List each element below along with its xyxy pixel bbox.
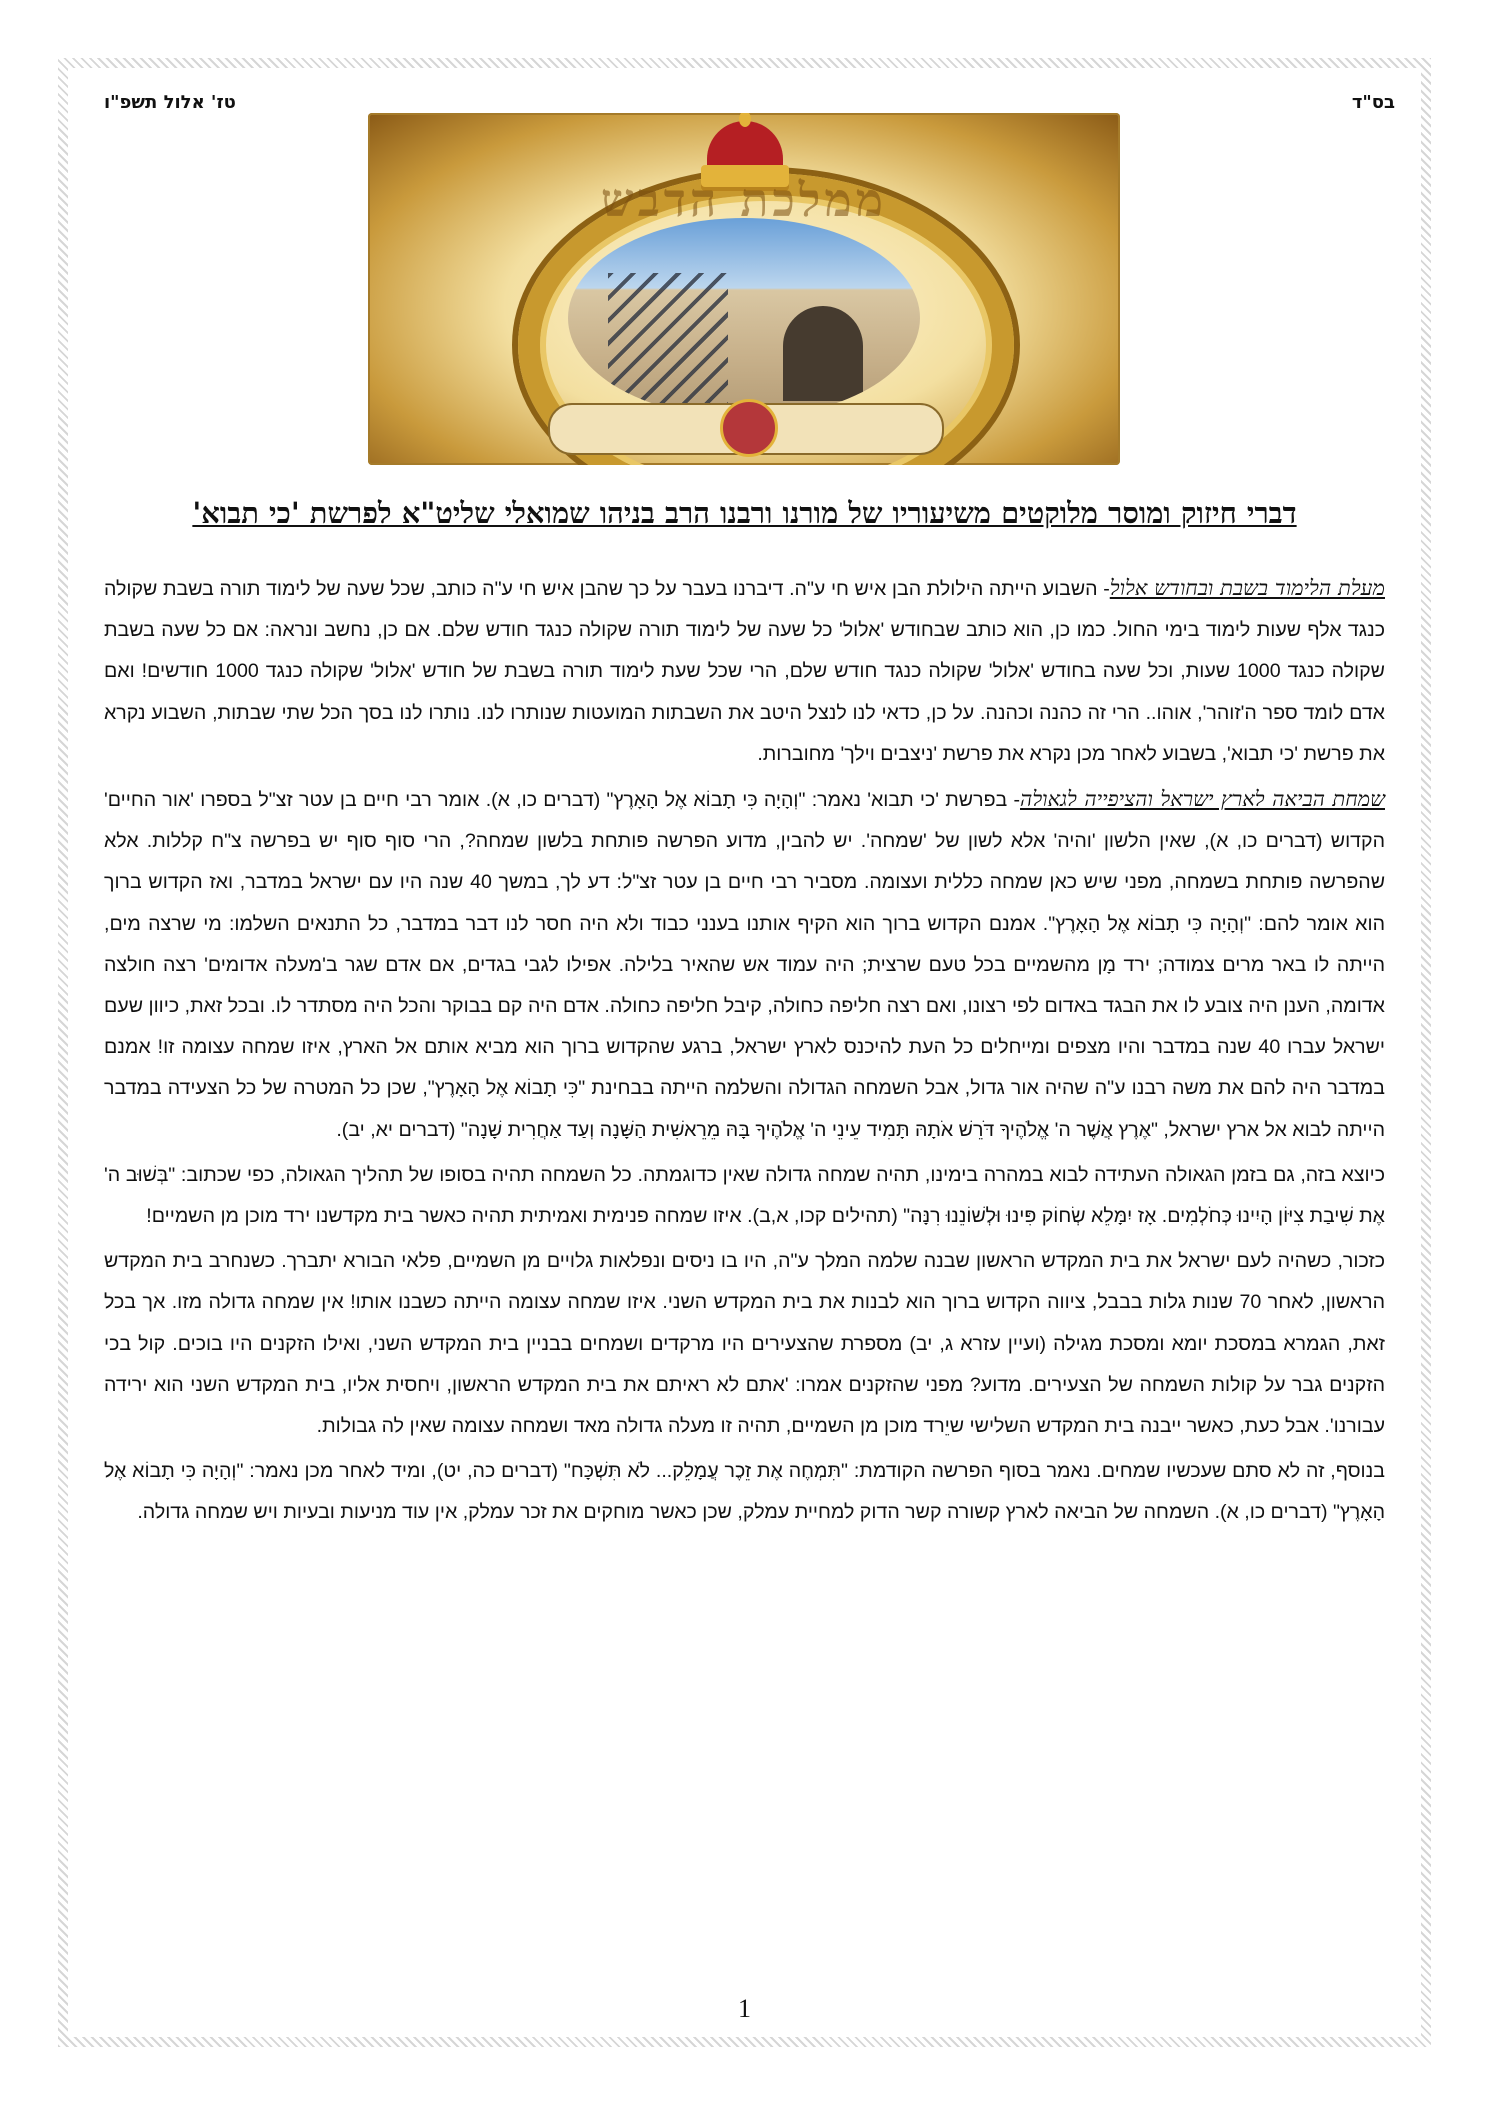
stairs-graphic <box>608 273 728 403</box>
archway-graphic <box>783 306 863 401</box>
section-2-subhead: שמחת הביאה לארץ ישראל והציפייה לגאולה <box>1020 787 1385 812</box>
page-headline: דברי חיזוק ומוסר מלוקטים משיעוריו של מורנו ורבנו הרב בניהו שמואלי שליט"א לפרשת 'כי תבוא' <box>192 496 1297 530</box>
section-2-paragraph-2: כיוצא בזה, גם בזמן הגאולה העתידה לבוא במהרה בימינו, תהיה שמחה גדולה שאין כדוגמתה. כל השמחה תהיה בסופו של תהליך הגאולה, כפי שכתוב: "בְּשׁוּב ה' אֶת שִׁיבַת צִיּוֹן הָיִינוּ כְּחֹלְמִים. אָז יִמָּלֵא שְׂחוֹק פִּינוּ וּלְשׁוֹנֵנוּ רִנָּה" (תהילים קכו, א,ב). איזו שמחה פנימית ואמיתית תהיה כאשר בית מקדשנו ירד מוכן מן השמיים! <box>104 1163 1385 1228</box>
section-1-subhead: מעלת הלימוד בשבת ובחודש אלול <box>1109 576 1385 600</box>
seal-icon <box>720 399 778 457</box>
header-left-date: טז' אלול תשפ"ו <box>104 92 236 113</box>
banner-title: ממלכת הדבש <box>601 173 887 227</box>
section-2-paragraph-4: בנוסף, זה לא סתם שעכשיו שמחים. נאמר בסוף הפרשה הקודמת: "תִּמְחֶה אֶת זֵכֶר עֲמָלֵק... לֹא תִּשְׁכָּח" (דברים כה, יט), ומיד לאחר מכן נאמר: "וְהָיָה כִּי תָבוֹא אֶל הָאָרֶץ" (דברים כו, א). השמחה של הביאה לארץ קשורה קשר הדוק למחיית עמלק, שכן כאשר מוחקים את זכר עמלק, אין עוד מניעות ובעיות ויש שמחה גדולה. <box>104 1460 1385 1524</box>
section-2-paragraph-3: כזכור, כשהיה לעם ישראל את בית המקדש הראשון שבנה שלמה המלך ע"ה, היו בו ניסים ונפלאות גלויים מן השמיים, פלאי הבורא יתברך. כשנחרב בית המקדש הראשון, לאחר 70 שנות גלות בבבל, ציווה הקדוש ברוך הוא לבנות את בית המקדש השני. איזו שמחה עצומה הייתה כשבנו אותו! אין שמחה גדולה מזו. אך בכל זאת, הגמרא במסכת יומא ומסכת מגילה (ועיין עזרא ג, יב) מספרת שהצעירים היו מרקדים ושמחים בבניין בית המקדש השני, ואילו הזקנים היו בוכים. קול בכי הזקנים גבר על קולות השמחה של הצעירים. מדוע? מפני שהזקנים אמרו: 'אתם לא ראיתם את בית המקדש הראשון, ויחסית אליו, בית המקדש השני הוא ירידה עבורנו'. אבל כעת, כאשר ייבנה בית המקדש השלישי שיֵרד מוכן מן השמיים, תהיה זו מעלה גדולה מאד ושמחה עצומה שאין לה גבולות. <box>104 1250 1385 1438</box>
building-photo <box>568 218 920 418</box>
header-banner-image <box>368 113 1120 465</box>
section-1 <box>104 568 1385 775</box>
section-2 <box>104 779 1385 1151</box>
section-2-paragraph-1: - בפרשת 'כי תבוא' נאמר: "וְהָיָה כִּי תָבוֹא אֶל הָאָרֶץ" (דברים כו, א). אומר רבי חיים בן עטר זצ"ל בספרו 'אור החיים' הקדוש (דברים כו, א), שאין הלשון 'והיה' אלא לשון של 'שמחה'. יש להבין, מדוע הפרשה פותחת בלשון שמחה?, הרי סוף סוף יש בפרשה צ"ח קללות. אלא שהפרשה פותחת בשמחה, מפני שיש כאן שמחה כללית ועצומה. מסביר רבי חיים בן עטר זצ"ל: דע לך, במשך 40 שנה היו עם ישראל במדבר, ואז הקדוש ברוך הוא אומר להם: "וְהָיָה כִּי תָבוֹא אֶל הָאָרֶץ". אמנם הקדוש ברוך הוא הקיף אותנו בענני כבוד ולא היה חסר לנו דבר במדבר, כל התנאים השלמו: מי שרצה מים, הייתה לו באר מרים צמודה; ירד מָן מהשמיים בכל טעם שרצית; היה עמוד אש שהאיר בלילה. אפילו לגבי בגדים, אם אדם שגר ב'מעלה אדומים' רצה חולצה אדומה, הענן היה צובע לו את הבגד באדום לפי רצונו, ואם רצה חליפה כחולה, קיבל חליפה כחולה. אדם היה קם בבוקר והכל היה מסתדר לו. ובכל זאת, כיוון שעם ישראל עברו 40 שנה במדבר והיו מצפים ומייחלים כל העת להיכנס לארץ ישראל, ברגע שהקדוש ברוך הוא מביא אותם אל הארץ, איזו שמחה עצומה זו! אמנם במדבר היה להם את משה רבנו ע"ה שהיה אור גדול, אבל השמחה הגדולה והשלמה הייתה בבחינת "כִּי תָבוֹא אֶל הָאָרֶץ", שכן כל המטרה של כל הצעידה במדבר הייתה לבוא אל ארץ ישראל, "אֶרֶץ אֲשֶׁר ה' אֱלֹהֶיךָ דֹּרֵשׁ אֹתָהּ תָּמִיד עֵינֵי ה' אֱלֹהֶיךָ בָּהּ מֵרֵאשִׁית הַשָּׁנָה וְעַד אַחֲרִית שָׁנָה" (דברים יא, יב). <box>104 789 1386 1141</box>
ribbon-scroll <box>548 403 944 455</box>
page-number: 1 <box>738 1994 751 2023</box>
article-body <box>104 568 1385 1538</box>
section-1-paragraph-1: - השבוע הייתה הילולת הבן איש חי ע"ה. דיברנו בעבר על כך שהבן איש חי ע"ה כותב, שכל שעה של לימוד תורה בשבת שקולה כנגד אלף שעות לימוד בימי החול. כמו כן, הוא כותב שבחודש 'אלול' כל שעה של לימוד תורה שקולה כנגד חודש שלם. אם כן, נחשב ונראה: אם כל שעה בשבת שקולה כנגד 1000 שעות, וכל שעה בחודש 'אלול' שקולה כנגד חודש שלם, הרי שכל שעת לימוד תורה בשבת של חודש 'אלול' שקולה כנגד 1000 חודשים! ואם אדם לומד ספר ה'זוהר', אוהו.. הרי זה כהנה וכהנה. על כן, כדאי לנו לנצל היטב את השבתות המועטות שנותרו לנו. נותרו לנו בסך הכל שתי שבתות, השבוע נקרא את פרשת 'כי תבוא', בשבוע לאחר מכן נקרא את פרשת 'ניצבים וילך' מחוברות. <box>104 578 1385 765</box>
header-right-text: בס"ד <box>1351 92 1395 113</box>
